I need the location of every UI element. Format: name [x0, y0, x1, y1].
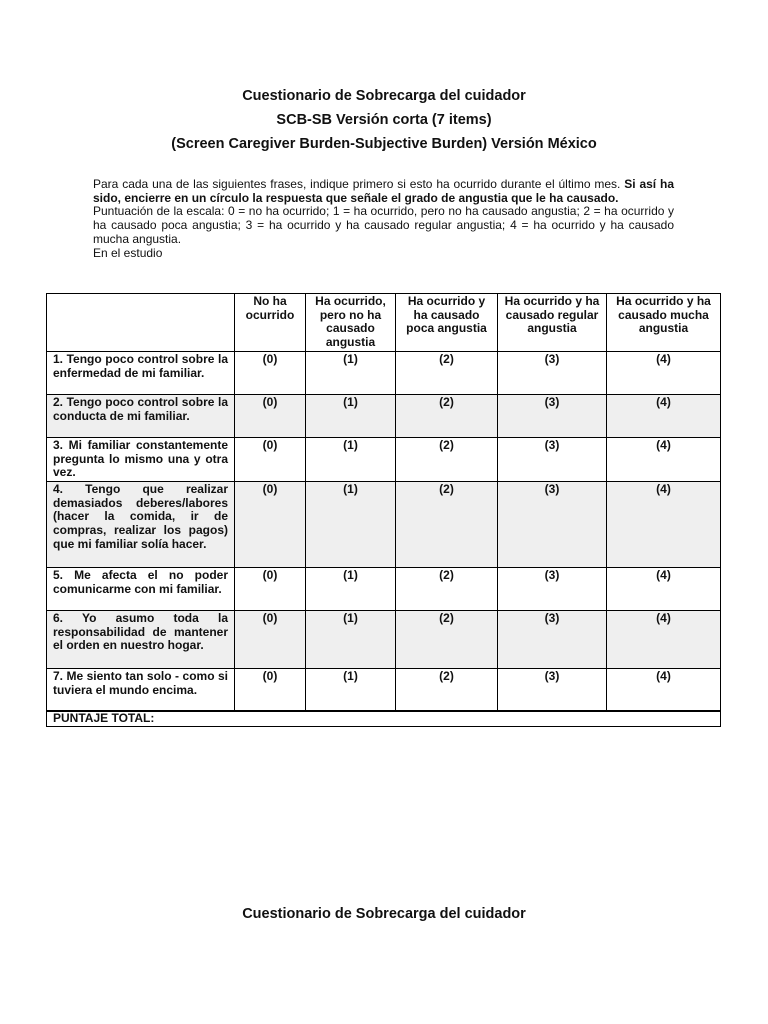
header-score-1: Ha ocurrido, pero no ha causado angustia [306, 294, 396, 352]
score-option-1[interactable]: (1) [306, 567, 396, 610]
score-option-3[interactable]: (3) [498, 351, 607, 394]
header-score-3: Ha ocurrido y ha causado regular angustia [498, 294, 607, 352]
score-option-0[interactable]: (0) [235, 610, 306, 668]
score-option-4[interactable]: (4) [607, 351, 721, 394]
score-option-4[interactable]: (4) [607, 668, 721, 711]
table-row [47, 481, 721, 567]
total-row [47, 711, 721, 727]
score-option-2[interactable]: (2) [396, 481, 498, 567]
score-option-2[interactable]: (2) [396, 351, 498, 394]
score-option-0[interactable]: (0) [235, 351, 306, 394]
total-score-label: PUNTAJE TOTAL: [47, 711, 721, 727]
score-option-4[interactable]: (4) [607, 437, 721, 481]
document-titles [0, 86, 768, 158]
header-row [47, 294, 721, 352]
scoring-description: Puntuación de la escala: 0 = no ha ocurrido; 1 = ha ocurrido, pero no ha causado angustia; 2 = ha ocurrido y ha causado poca angustia; 3 = ha ocurrido y ha causado regular angustia; 4 = ha ocurrido y ha causado mucha angustia. [93, 204, 674, 246]
table-row [47, 610, 721, 668]
study-note: En el estudio [93, 245, 163, 260]
score-option-4[interactable]: (4) [607, 394, 721, 437]
score-option-3[interactable]: (3) [498, 610, 607, 668]
item-text: 1. Tengo poco control sobre la enfermedad de mi familiar. [47, 351, 235, 394]
table-row [47, 668, 721, 711]
score-option-0[interactable]: (0) [235, 394, 306, 437]
score-option-2[interactable]: (2) [396, 437, 498, 481]
score-option-4[interactable]: (4) [607, 610, 721, 668]
score-option-1[interactable]: (1) [306, 481, 396, 567]
instructions-emphasis: Si así ha sido, encierre en un círculo la respuesta que señale el grado de angustia que le ha causado. [93, 177, 674, 205]
header-item [47, 294, 235, 352]
item-text: 4. Tengo que realizar demasiados deberes/labores (hacer la comida, ir de compras, realizar los pagos) que mi familiar solía hacer. [47, 481, 235, 567]
score-option-0[interactable]: (0) [235, 567, 306, 610]
score-option-0[interactable]: (0) [235, 437, 306, 481]
header-score-2: Ha ocurrido y ha causado poca angustia [396, 294, 498, 352]
score-option-1[interactable]: (1) [306, 394, 396, 437]
instructions [93, 178, 674, 260]
score-option-2[interactable]: (2) [396, 394, 498, 437]
document-subtitle: SCB-SB Versión corta (7 items) [276, 112, 492, 128]
header-score-0: No ha ocurrido [235, 294, 306, 352]
table-row [47, 394, 721, 437]
document-title: Cuestionario de Sobrecarga del cuidador [242, 88, 526, 104]
score-option-3[interactable]: (3) [498, 668, 607, 711]
score-option-0[interactable]: (0) [235, 481, 306, 567]
item-text: 6. Yo asumo toda la responsabilidad de mantener el orden en nuestro hogar. [47, 610, 235, 668]
score-option-2[interactable]: (2) [396, 610, 498, 668]
score-option-3[interactable]: (3) [498, 394, 607, 437]
score-option-4[interactable]: (4) [607, 481, 721, 567]
header-score-4: Ha ocurrido y ha causado mucha angustia [607, 294, 721, 352]
score-option-1[interactable]: (1) [306, 610, 396, 668]
score-option-3[interactable]: (3) [498, 567, 607, 610]
item-text: 5. Me afecta el no poder comunicarme con mi familiar. [47, 567, 235, 610]
instructions-text: Para cada una de las siguientes frases, indique primero si esto ha ocurrido durante el último mes. [93, 177, 625, 191]
score-option-3[interactable]: (3) [498, 481, 607, 567]
score-option-2[interactable]: (2) [396, 567, 498, 610]
document-subtitle-english: (Screen Caregiver Burden-Subjective Burden) Versión México [171, 136, 597, 152]
score-option-1[interactable]: (1) [306, 351, 396, 394]
item-text: 7. Me siento tan solo - como si tuviera el mundo encima. [47, 668, 235, 711]
score-option-1[interactable]: (1) [306, 437, 396, 481]
table-row [47, 351, 721, 394]
item-text: 2. Tengo poco control sobre la conducta de mi familiar. [47, 394, 235, 437]
score-option-2[interactable]: (2) [396, 668, 498, 711]
item-text: 3. Mi familiar constantemente pregunta lo mismo una y otra vez. [47, 437, 235, 481]
instructions-paragraph [93, 178, 674, 205]
score-option-3[interactable]: (3) [498, 437, 607, 481]
table-row [47, 567, 721, 610]
questionnaire-table [46, 293, 721, 727]
score-option-1[interactable]: (1) [306, 668, 396, 711]
score-option-4[interactable]: (4) [607, 567, 721, 610]
score-option-0[interactable]: (0) [235, 668, 306, 711]
next-page-title: Cuestionario de Sobrecarga del cuidador [242, 906, 526, 922]
table-row [47, 437, 721, 481]
